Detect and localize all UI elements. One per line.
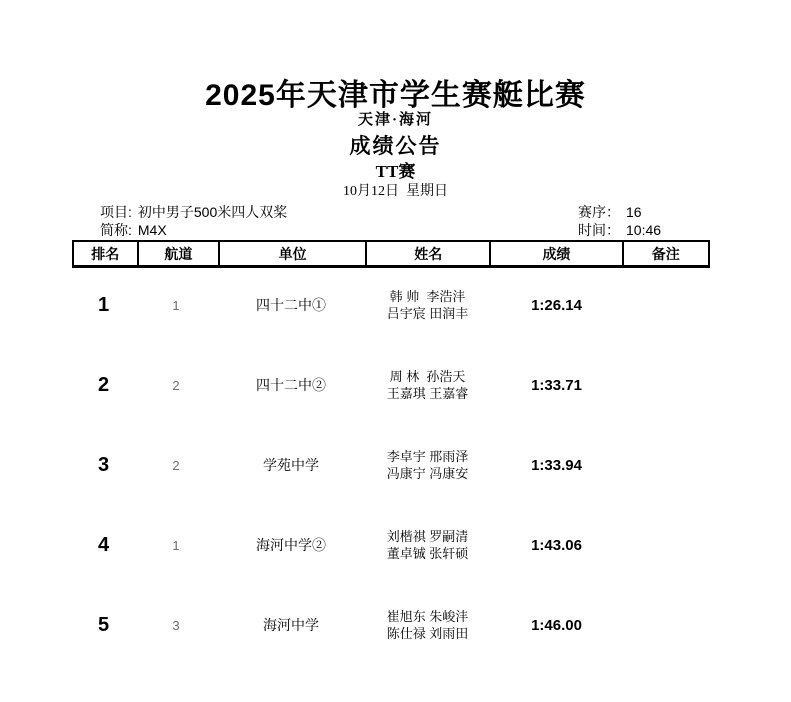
time-line <box>578 221 661 239</box>
header-rank: 排名 <box>91 245 120 262</box>
rank-cell: 2 <box>97 373 110 396</box>
names-cell <box>365 265 490 345</box>
name-line-1: 周 林 孙浩天 <box>389 369 466 384</box>
unit-cell: 海河中学 <box>263 617 319 633</box>
result-cell: 1:46.00 <box>531 616 582 634</box>
name-line-2: 王嘉琪 王嘉睿 <box>386 386 469 401</box>
header-unit: 单位 <box>218 242 365 265</box>
note-cell <box>623 345 710 425</box>
lane-cell: 2 <box>172 377 180 393</box>
race-number-value: 16 <box>626 204 642 220</box>
event-value: 初中男子500米四人双桨 <box>137 204 288 220</box>
rank-cell: 4 <box>97 533 110 556</box>
names-cell <box>365 585 490 665</box>
lane-cell: 1 <box>172 537 180 553</box>
name-line-1: 李卓宇 邢雨泽 <box>386 449 469 464</box>
result-cell: 1:43.06 <box>531 536 582 554</box>
result-cell: 1:26.14 <box>531 296 582 314</box>
name-line-2: 冯康宁 冯康安 <box>386 466 469 481</box>
race-type: TT赛 <box>375 162 416 181</box>
lane-cell: 3 <box>172 617 180 633</box>
header-note: 备注 <box>622 242 708 265</box>
note-cell <box>623 505 710 585</box>
abbreviation-value: M4X <box>137 222 167 238</box>
note-cell <box>623 425 710 505</box>
names-cell <box>365 425 490 505</box>
table-row <box>72 265 710 345</box>
unit-cell: 四十二中① <box>256 297 326 313</box>
race-date: 10月12日 星期日 <box>343 184 448 199</box>
name-line-1: 刘楷祺 罗嗣清 <box>386 529 469 544</box>
unit-cell: 学苑中学 <box>263 457 319 473</box>
note-cell <box>623 585 710 665</box>
event-line <box>100 203 287 221</box>
rank-cell: 3 <box>97 453 110 476</box>
table-row <box>72 425 710 505</box>
rank-cell: 5 <box>97 613 110 636</box>
name-line-2: 董卓铖 张轩硕 <box>386 546 469 561</box>
race-number-line <box>578 203 642 221</box>
event-label: 项目: <box>100 204 132 220</box>
abbreviation-line <box>100 221 167 239</box>
results-table-body <box>72 265 710 665</box>
result-cell: 1:33.71 <box>531 376 582 394</box>
names-cell <box>365 345 490 425</box>
unit-cell: 海河中学② <box>256 537 326 553</box>
names-cell <box>365 505 490 585</box>
header-name: 姓名 <box>365 242 489 265</box>
name-line-2: 陈仕禄 刘雨田 <box>386 626 469 641</box>
header-lane: 航道 <box>137 242 218 265</box>
note-cell <box>623 265 710 345</box>
time-value: 10:46 <box>626 222 662 238</box>
table-row <box>72 345 710 425</box>
results-table-header <box>72 240 710 268</box>
name-line-2: 吕宇宸 田润丰 <box>386 306 469 321</box>
result-cell: 1:33.94 <box>531 456 582 474</box>
page-title: 2025年天津市学生赛艇比赛 <box>205 79 586 112</box>
abbreviation-label: 简称: <box>100 222 132 238</box>
header-result: 成绩 <box>489 242 621 265</box>
lane-cell: 2 <box>172 457 180 473</box>
lane-cell: 1 <box>172 297 180 313</box>
name-line-1: 韩 帅 李浩沣 <box>389 289 466 304</box>
table-row <box>72 585 710 665</box>
time-label: 时间： <box>578 222 620 238</box>
venue-subtitle: 天津·海河 <box>357 112 433 128</box>
rank-cell: 1 <box>97 293 110 316</box>
notice-heading: 成绩公告 <box>349 135 442 158</box>
table-row <box>72 505 710 585</box>
unit-cell: 四十二中② <box>256 377 326 393</box>
race-number-label: 赛序： <box>578 204 620 220</box>
name-line-1: 崔旭东 朱峻沣 <box>386 609 469 624</box>
